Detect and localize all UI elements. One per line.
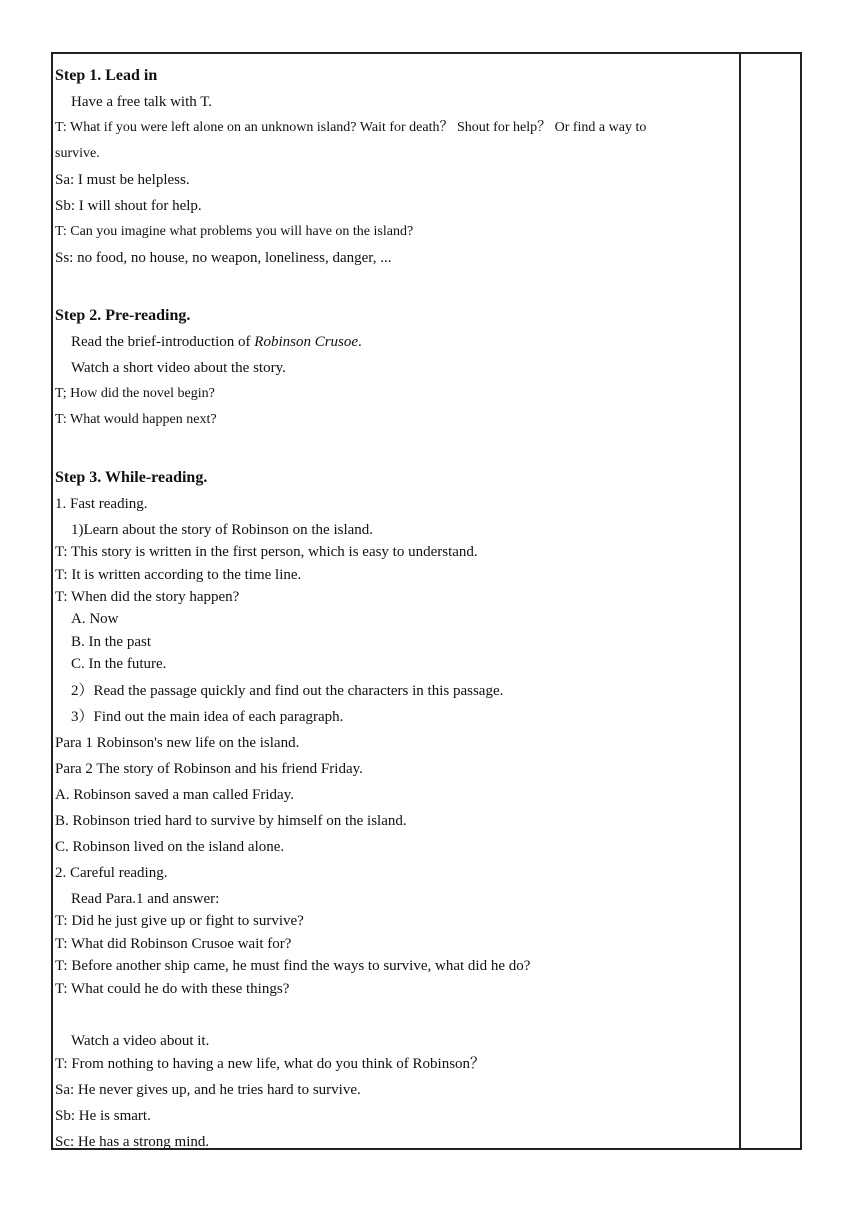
teacher-line: T: This story is written in the first person, which is easy to understand. — [55, 544, 478, 560]
step1-student-b: Sb: I will shout for help. — [55, 198, 202, 214]
teacher-line: T: What could he do with these things? — [55, 981, 290, 997]
column-divider — [739, 54, 741, 1148]
step3-heading: Step 3. While-reading. — [55, 469, 208, 486]
step1-teacher-q1a: T: What if you were left alone on an unknown island? Wait for death？ Shout for help？ Or find a way to — [55, 120, 647, 135]
para2-idea: Para 2 The story of Robinson and his friend Friday. — [55, 761, 363, 777]
step2-watch: Watch a short video about the story. — [71, 360, 286, 376]
step1-teacher-q2: T: Can you imagine what problems you will have on the island? — [55, 224, 414, 239]
teacher-line: T: From nothing to having a new life, what do you think of Robinson？ — [55, 1056, 486, 1072]
teacher-line: T: Before another ship came, he must find the ways to survive, what did he do? — [55, 958, 531, 974]
step1-student-a: Sa: I must be helpless. — [55, 172, 190, 188]
fast-reading-task1: 1)Learn about the story of Robinson on the island. — [71, 522, 374, 538]
fast-reading: 1. Fast reading. — [55, 496, 148, 512]
option-b: B. In the past — [71, 634, 151, 650]
fast-reading-task3: 3）Find out the main idea of each paragraph. — [71, 709, 344, 725]
step1-teacher-q1b: survive. — [55, 146, 100, 161]
para1-idea: Para 1 Robinson's new life on the island. — [55, 735, 300, 751]
step2-read: Read the brief-introduction of Robinson Crusoe. — [71, 334, 362, 350]
careful-reading-task: Read Para.1 and answer: — [71, 891, 220, 907]
step2-teacher-q2: T: What would happen next? — [55, 412, 217, 427]
step1-heading: Step 1. Lead in — [55, 67, 158, 84]
match-b: B. Robinson tried hard to survive by himself on the island. — [55, 813, 407, 829]
teacher-line: T: What did Robinson Crusoe wait for? — [55, 936, 292, 952]
option-c: C. In the future. — [71, 656, 167, 672]
student-a: Sa: He never gives up, and he tries hard to survive. — [55, 1082, 361, 1098]
match-a: A. Robinson saved a man called Friday. — [55, 787, 294, 803]
student-b: Sb: He is smart. — [55, 1108, 151, 1124]
book-title: Robinson Crusoe — [254, 334, 359, 350]
step1-intro: Have a free talk with T. — [71, 94, 213, 110]
content-cell — [53, 54, 739, 1148]
step1-students: Ss: no food, no house, no weapon, loneliness, danger, ... — [55, 250, 392, 266]
teacher-line: T: It is written according to the time line. — [55, 567, 302, 583]
watch-video: Watch a video about it. — [71, 1033, 210, 1049]
careful-reading: 2. Careful reading. — [55, 865, 168, 881]
teacher-line: T: Did he just give up or fight to survive? — [55, 913, 304, 929]
student-c: Sc: He has a strong mind. — [55, 1134, 210, 1150]
option-a: A. Now — [71, 611, 119, 627]
lesson-table — [51, 52, 802, 1150]
teacher-line: T: When did the story happen? — [55, 589, 240, 605]
match-c: C. Robinson lived on the island alone. — [55, 839, 285, 855]
step2-teacher-q1: T; How did the novel begin? — [55, 386, 215, 401]
fast-reading-task2: 2）Read the passage quickly and find out the characters in this passage. — [71, 683, 504, 699]
step2-heading: Step 2. Pre-reading. — [55, 307, 191, 324]
